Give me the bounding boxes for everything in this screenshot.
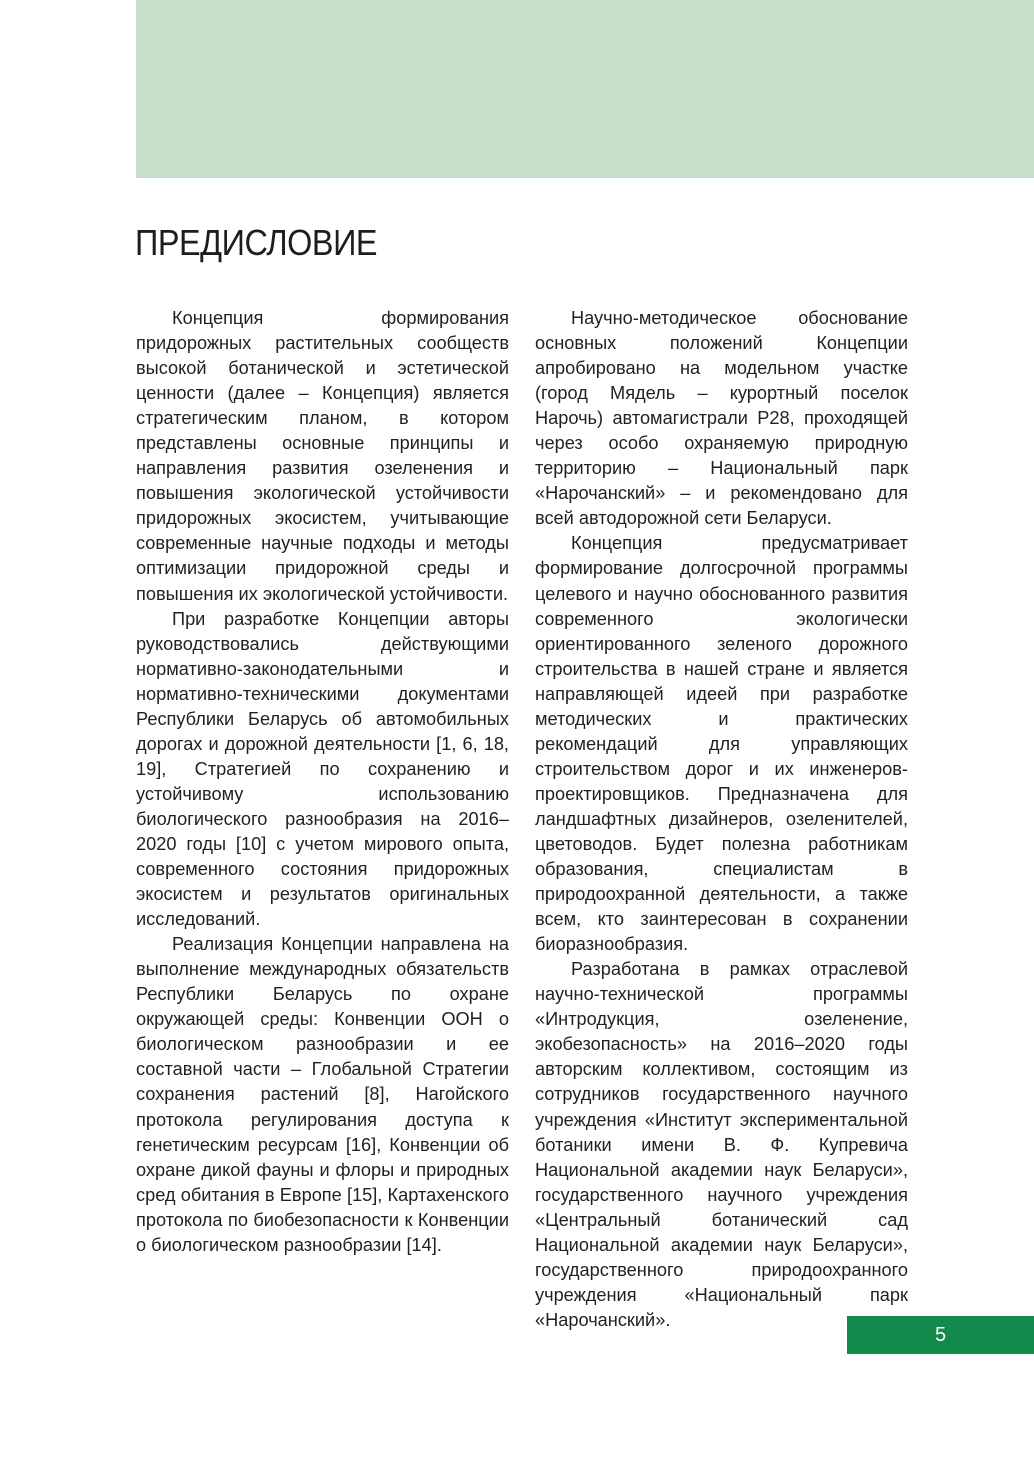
header-color-band: [136, 0, 1034, 178]
paragraph: Концепция предусматривает формирование долгосрочной программы целевого и научно обоснованного развития современного экологически ориентированного зеленого дорожного строительства в нашей стране и является направляющей идеей при разработке методических и практических рекомендаций для управляющих строительством дорог и их инженеров-проектировщиков. Предназначена для ландшафтных дизайнеров, озеленителей, цветоводов. Будет полезна работникам образования, специалистам в природоохранной деятельности, а также всем, кто заинтересован в сохранении биоразнообразия.: [535, 533, 908, 955]
paragraph: Научно-методическое обоснование основных положений Концепции апробировано на модельном участке (город Мядель – курортный поселок Нарочь) автомагистрали Р28, проходящей через особо охраняемую природную территорию – Национальный парк «Нарочанский» – и рекомендовано для всей автодорожной сети Беларуси.: [535, 308, 908, 529]
left-text-column: [136, 306, 509, 1258]
page-number: 5: [847, 1316, 1034, 1354]
paragraph: При разработке Концепции авторы руководствовались действующими нормативно-законодательными и нормативно-техническими документами Республики Беларусь об автомобильных дорогах и дорожной деятельности [1, 6, 18, 19], Стратегией по сохранению и устойчивому использованию биологического разнообразия на 2016–2020 годы [10] с учетом мирового опыта, современного состояния придорожных экосистем и результатов оригинальных исследований.: [136, 608, 509, 930]
paragraph: Реализация Концепции направлена на выполнение международных обязательств Республики Беларусь по охране окружающей среды: Конвенции ООН о биологическом разнообразии и ее составной части – Глобальной Стратегии сохранения растений [8], Нагойского протокола регулирования доступа к генетическим ресурсам [16], Конвенции об охране дикой фауны и флоры и природных сред обитания в Европе [15], Картахенского протокола по биобезопасности к Конвенции о биологическом разнообразии [14].: [136, 934, 509, 1255]
right-text-column: [535, 306, 908, 1333]
paragraph: Концепция формирования придорожных растительных сообществ высокой ботанической и эстетической ценности (далее – Концепция) является стратегическим планом, в котором представлены основные принципы и направления развития озеленения и повышения экологической устойчивости придорожных экосистем, учитывающие современные научные подходы и методы оптимизации придорожной среды и повышения их экологической устойчивости.: [136, 308, 509, 604]
page-title: ПРЕДИСЛОВИЕ: [135, 222, 378, 263]
paragraph: Разработана в рамках отраслевой научно-технической программы «Интродукция, озеленение, экобезопасность» на 2016–2020 годы авторским коллективом, состоящим из сотрудников государственного научного учреждения «Институт экспериментальной ботаники имени В. Ф. Купревича Национальной академии наук Беларуси», государственного научного учреждения «Центральный ботанический сад Национальной академии наук Беларуси», государственного природоохранного учреждения «Национальный парк «Нарочанский».: [535, 959, 908, 1330]
